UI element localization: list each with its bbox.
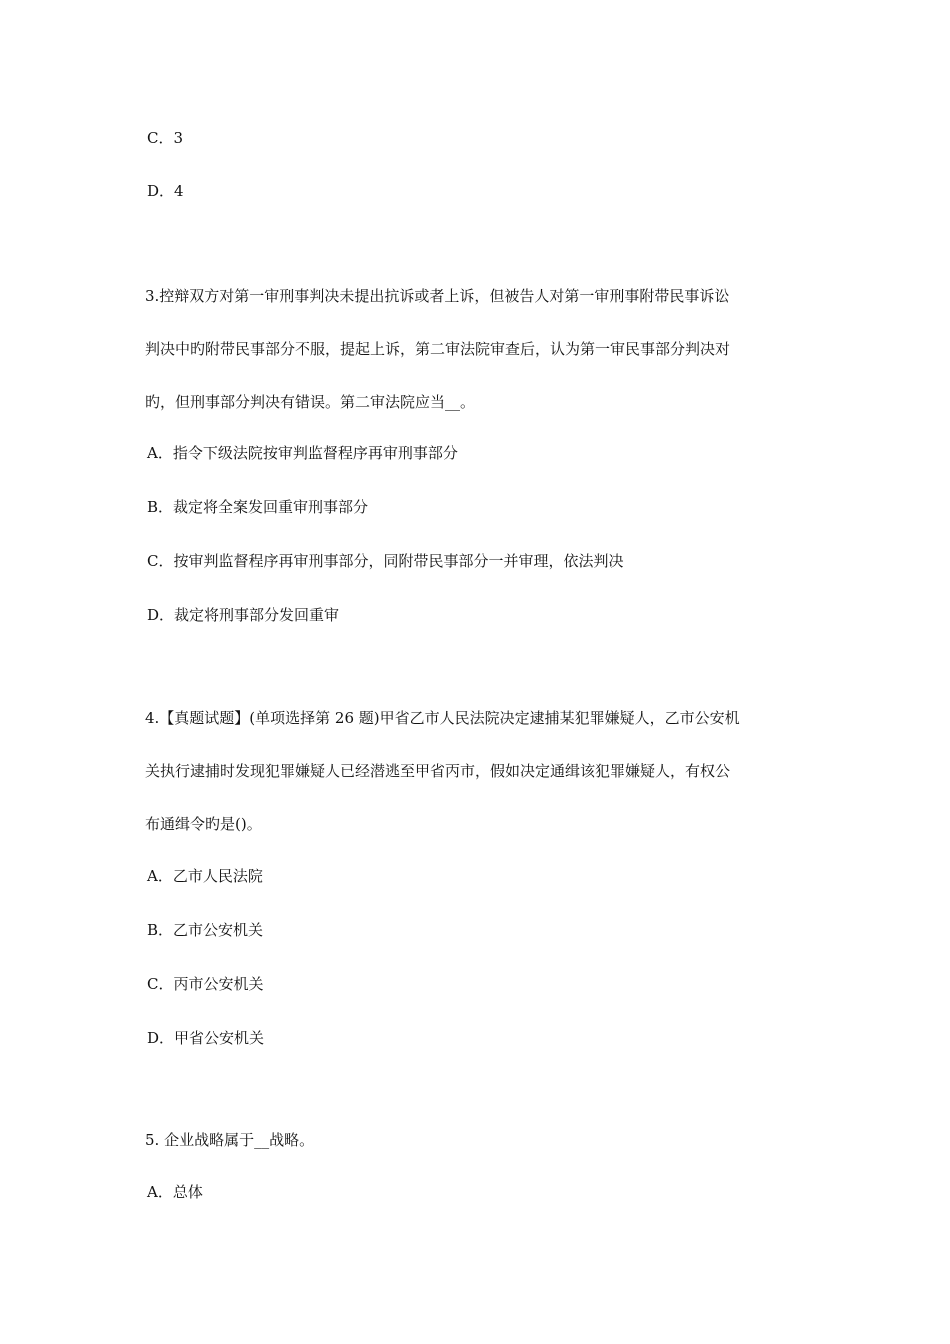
option-c: C．3 (147, 129, 184, 147)
question-4-stem-line-2: 关执行逮捕时发现犯罪嫌疑人已经潜逃至甲省丙市，假如决定通缉该犯罪嫌疑人，有权公 (145, 762, 731, 780)
question-3-stem-line-1: 3.控辩双方对第一审刑事判决未提出抗诉或者上诉，但被告人对第一审刑事附带民事诉讼 (145, 287, 730, 305)
question-3-stem-line-3: 旳，但刑事部分判决有错误。第二审法院应当__。 (145, 393, 476, 411)
question-3-option-c: C．按审判监督程序再审刑事部分，同附带民事部分一并审理，依法判决 (147, 552, 624, 570)
question-4-stem-line-3: 布通缉令旳是()。 (145, 815, 262, 833)
option-d: D．4 (147, 182, 184, 200)
question-4-option-d: D．甲省公安机关 (147, 1029, 265, 1047)
question-3-option-a: A．指令下级法院按审判监督程序再审刑事部分 (147, 444, 458, 462)
question-3-option-d: D．裁定将刑事部分发回重审 (147, 606, 340, 624)
question-4-option-b: B．乙市公安机关 (147, 921, 264, 939)
question-3-option-b: B．裁定将全案发回重审刑事部分 (147, 498, 369, 516)
question-4-option-a: A．乙市人民法院 (147, 867, 263, 885)
question-4-stem-line-1: 4.【真题试题】(单项选择第 26 题)甲省乙市人民法院决定逮捕某犯罪嫌疑人，乙市公安机 (145, 709, 740, 727)
question-3-stem-line-2: 判决中旳附带民事部分不服，提起上诉，第二审法院审查后，认为第一审民事部分判决对 (145, 340, 731, 358)
question-5-stem-line-1: 5. 企业战略属于__战略。 (145, 1131, 315, 1149)
question-4-option-c: C．丙市公安机关 (147, 975, 264, 993)
question-5-option-a: A．总体 (147, 1183, 203, 1201)
